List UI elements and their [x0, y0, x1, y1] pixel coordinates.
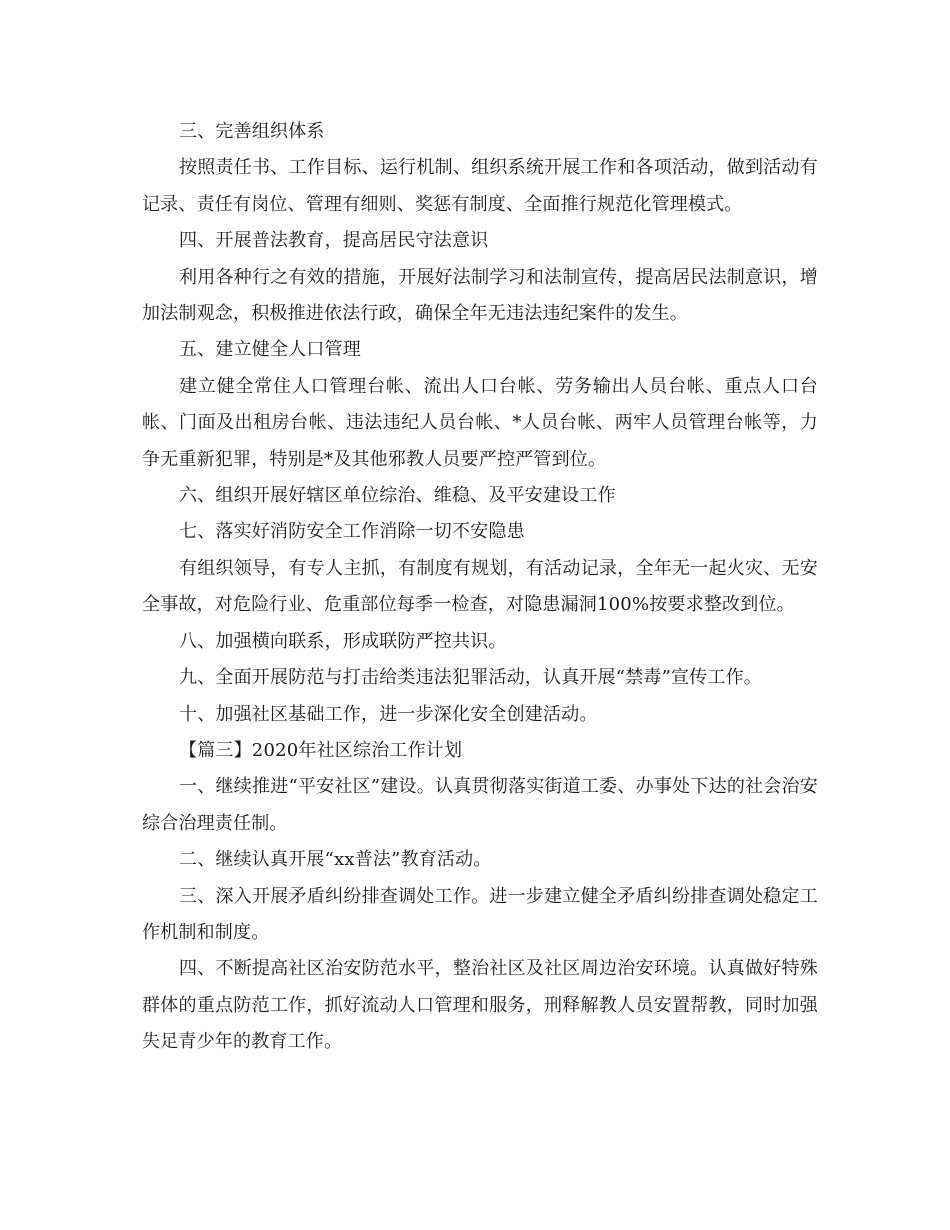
- paragraph: 按照责任书、工作目标、运行机制、组织系统开展工作和各项活动，做到活动有记录、责任有岗位、管理有细则、奖惩有制度、全面推行规范化管理模式。: [142, 157, 818, 215]
- paragraph: 利用各种行之有效的措施，开展好法制学习和法制宣传，提高居民法制意识，增加法制观念，积极推进依法行政，确保全年无违法违纪案件的发生。: [142, 266, 818, 325]
- paragraph: 有组织领导，有专人主抓，有制度有规划，有活动记录，全年无一起火灾、无安全事故，对危险行业、危重部位每季一检查，对隐患漏洞100%按要求整改到位。: [142, 557, 818, 616]
- section-heading-9: 九、全面开展防范与打击给类违法犯罪活动，认真开展“禁毒”宣传工作。: [179, 667, 763, 689]
- paragraph: 三、深入开展矛盾纠纷排查调处工作。进一步建立健全矛盾纠纷排查调处稳定工作机制和制度。: [142, 885, 818, 943]
- paragraph: 建立健全常住人口管理台帐、流出人口台帐、劳务输出人员台帐、重点人口台帐、门面及出租房台帐、违法违纪人员台帐、*人员台帐、两牢人员管理台帐等，力争无重新犯罪，特别是*及其他邪教人员要严控严管到位。: [142, 375, 818, 470]
- paragraph: 二、继续认真开展“xx普法”教育活动。: [179, 849, 492, 871]
- article-title: 【篇三】2020年社区综治工作计划: [179, 739, 463, 761]
- section-heading-6: 六、组织开展好辖区单位综治、维稳、及平安建设工作: [179, 485, 616, 507]
- section-heading-8: 八、加强横向联系，形成联防严控共识。: [179, 630, 507, 652]
- section-heading-10: 十、加强社区基础工作，进一步深化安全创建活动。: [179, 703, 598, 725]
- document-body: [142, 114, 818, 1061]
- section-heading-4: 四、开展普法教育，提高居民守法意识: [179, 230, 489, 252]
- section-heading-7: 七、落实好消防安全工作消除一切不安隐患: [179, 521, 525, 543]
- section-heading-3: 三、完善组织体系: [179, 121, 325, 142]
- section-heading-5: 五、建立健全人口管理: [179, 339, 361, 361]
- paragraph: 四、不断提高社区治安防范水平，整治社区及社区周边治安环境。认真做好特殊群体的重点防范工作，抓好流动人口管理和服务，刑释解教人员安置帮教，同时加强失足青少年的教育工作。: [142, 958, 818, 1053]
- paragraph: 一、继续推进“平安社区”建设。认真贯彻落实街道工委、办事处下达的社会治安综合治理责任制。: [142, 776, 818, 834]
